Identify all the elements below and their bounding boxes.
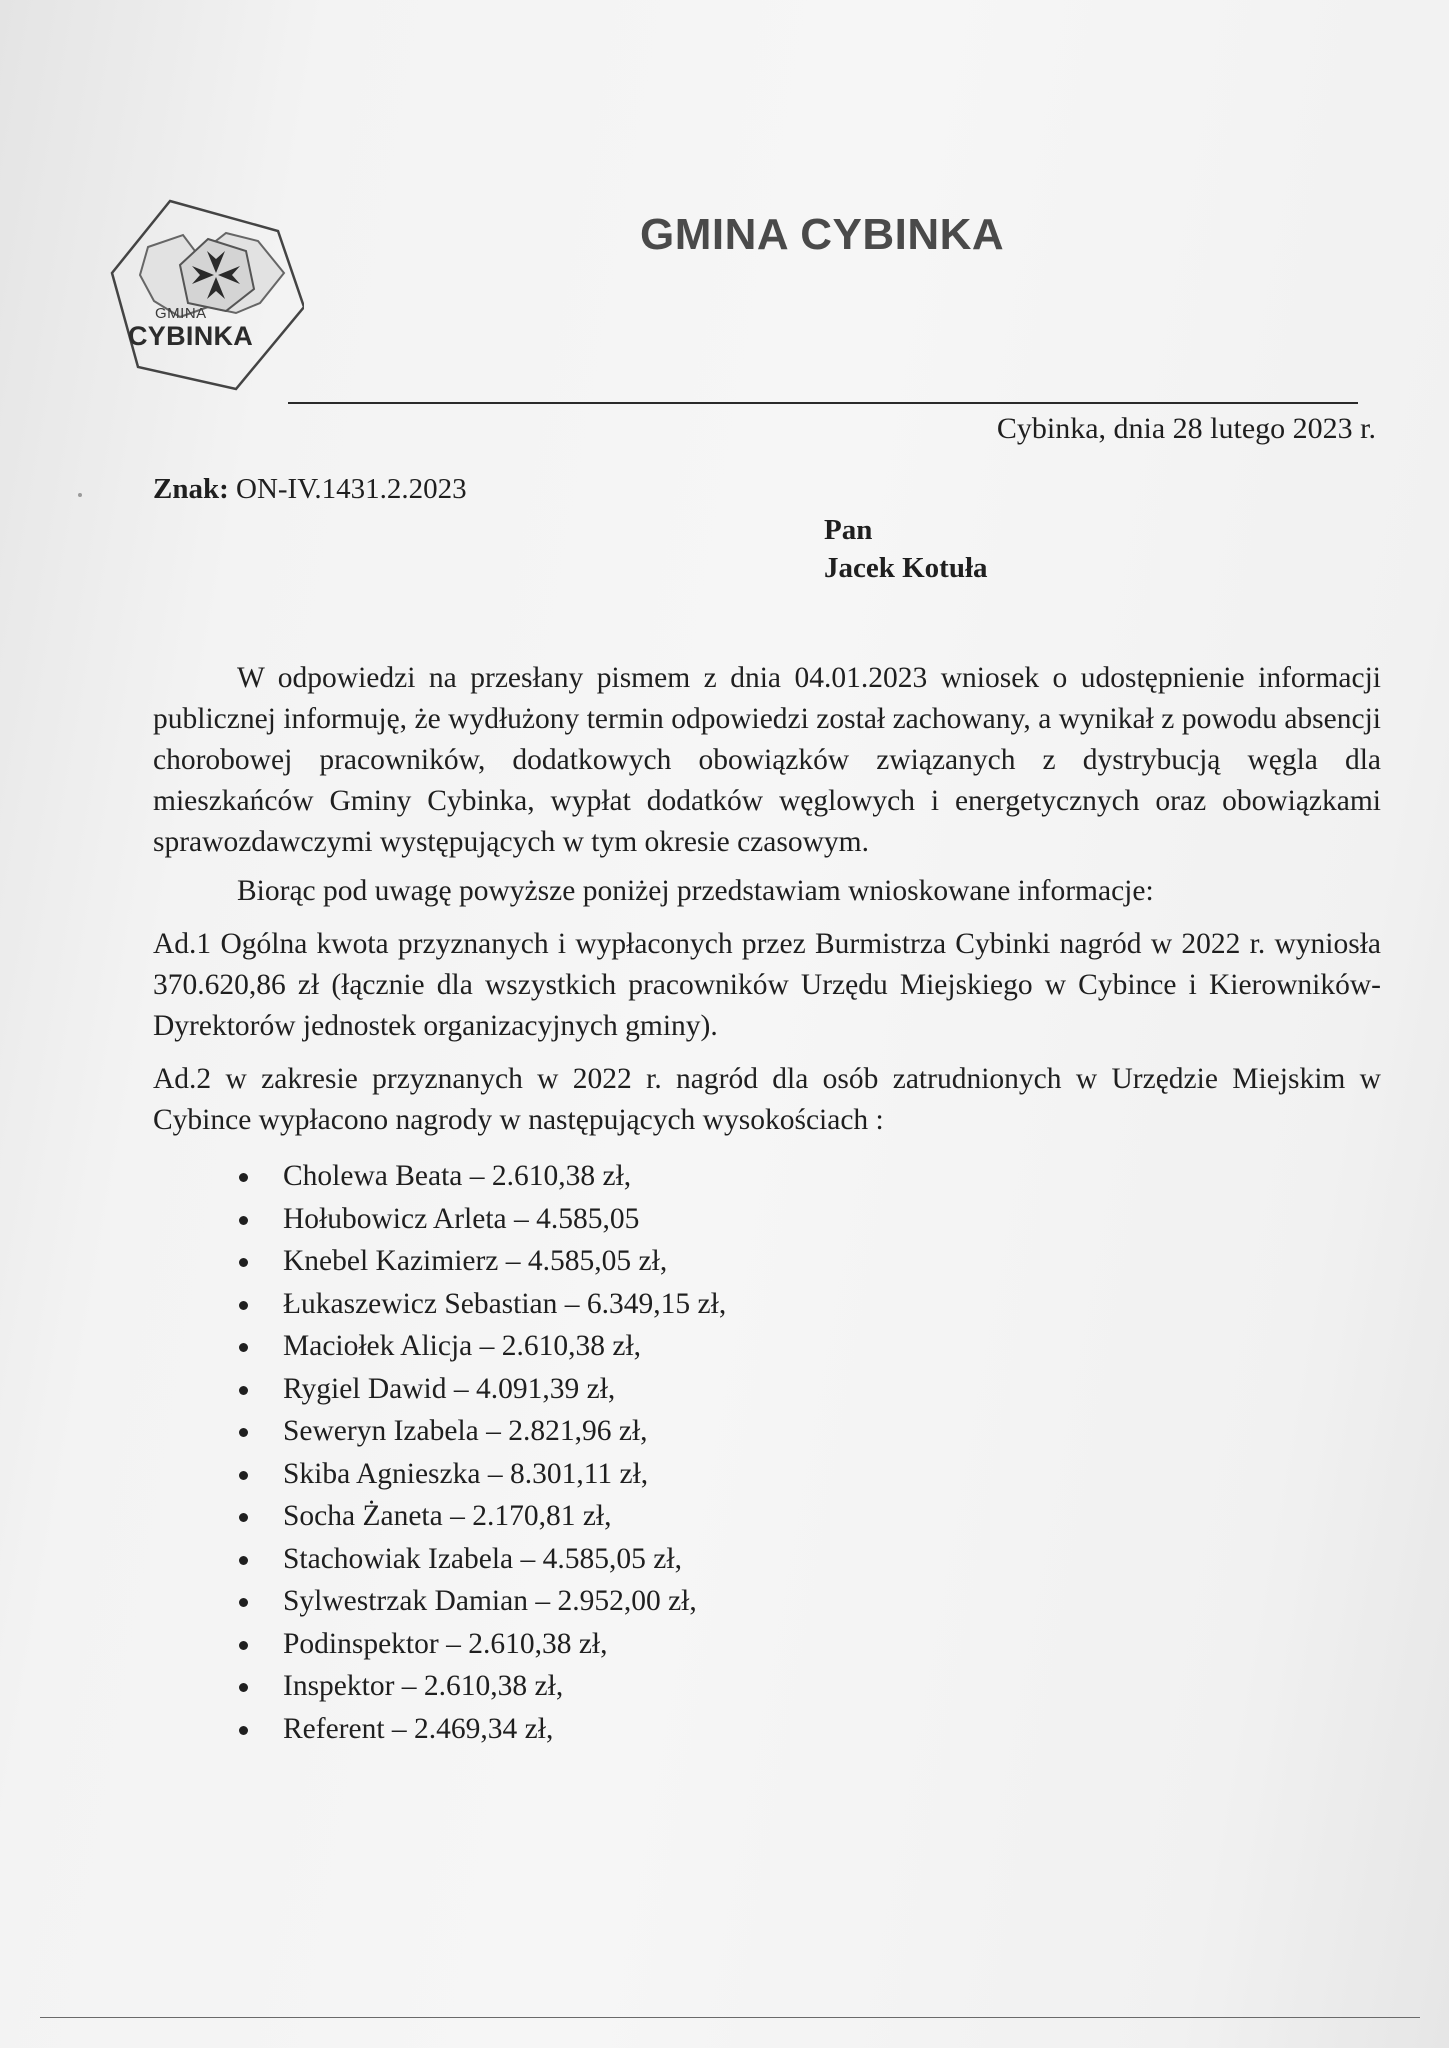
list-item: Seweryn Izabela – 2.821,96 zł, — [153, 1410, 1381, 1453]
bullet-icon — [239, 1258, 248, 1267]
logo-label-big: CYBINKA — [128, 321, 254, 351]
reference-number — [153, 473, 467, 506]
awards-list — [153, 1155, 1381, 1750]
list-item: Stachowiak Izabela – 4.585,05 zł, — [153, 1538, 1381, 1581]
list-item: Hołubowicz Arleta – 4.585,05 — [153, 1198, 1381, 1241]
bullet-icon — [239, 1471, 248, 1480]
list-item: Maciołek Alicja – 2.610,38 zł, — [153, 1325, 1381, 1368]
logo-label-small: GMINA — [155, 305, 207, 322]
list-item: Łukaszewicz Sebastian – 6.349,15 zł, — [153, 1283, 1381, 1326]
bullet-icon — [239, 1641, 248, 1650]
letterhead-divider — [288, 402, 1358, 404]
letter-body — [153, 658, 1381, 1750]
addressee-block — [824, 511, 988, 587]
footer-divider — [40, 2017, 1420, 2018]
reference-label: Znak: — [153, 473, 229, 505]
list-item: Podinspektor – 2.610,38 zł, — [153, 1623, 1381, 1666]
list-item: Knebel Kazimierz – 4.585,05 zł, — [153, 1240, 1381, 1283]
bullet-icon — [239, 1343, 248, 1352]
paragraph-intro: Biorąc pod uwagę powyższe poniżej przedstawiam wnioskowane informacje: — [237, 875, 1154, 907]
gmina-cybinka-logo — [108, 195, 304, 395]
bullet-icon — [239, 1216, 248, 1225]
bullet-icon — [239, 1301, 248, 1310]
letterhead-title: GMINA CYBINKA — [640, 210, 1005, 259]
reference-value: ON-IV.1431.2.2023 — [236, 473, 467, 505]
maltese-cross-hexagon-icon — [108, 195, 304, 395]
addressee-salutation: Pan — [824, 514, 873, 546]
list-item: Rygiel Dawid – 4.091,39 zł, — [153, 1368, 1381, 1411]
list-item: Inspektor – 2.610,38 zł, — [153, 1665, 1381, 1708]
paragraph-response: W odpowiedzi na przesłany pismem z dnia 04.01.2023 wniosek o udostępnienie informacji publicznej informuję, że wydłużony termin odpowiedzi został zachowany, a wynikał z powodu absencji chorobowej pracowników, dodatkowych obowiązków związanych z dystrybucją węgla dla mieszkańców Gminy Cybinka, wypłat dodatków węglowych i energetycznych oraz obowiązkami sprawozdawczymi występujących w tym okresie czasowym. — [153, 662, 1381, 858]
paragraph-ad1: Ad.1 Ogólna kwota przyznanych i wypłaconych przez Burmistrza Cybinki nagród w 2022 r. wyniosła 370.620,86 zł (łącznie dla wszystkich pracowników Urzędu Miejskiego w Cybince i Kierowników-Dyrektorów jednostek organizacyjnych gminy). — [153, 928, 1381, 1042]
bullet-icon — [239, 1556, 248, 1565]
paper-speck — [78, 493, 82, 497]
addressee-name: Jacek Kotuła — [824, 552, 988, 584]
bullet-icon — [239, 1683, 248, 1692]
list-item: Cholewa Beata – 2.610,38 zł, — [153, 1155, 1381, 1198]
bullet-icon — [239, 1173, 248, 1182]
list-item: Socha Żaneta – 2.170,81 zł, — [153, 1495, 1381, 1538]
bullet-icon — [239, 1598, 248, 1607]
list-item: Referent – 2.469,34 zł, — [153, 1708, 1381, 1751]
date-line: Cybinka, dnia 28 lutego 2023 r. — [996, 412, 1376, 445]
list-item: Skiba Agnieszka – 8.301,11 zł, — [153, 1453, 1381, 1496]
paragraph-ad2: Ad.2 w zakresie przyznanych w 2022 r. nagród dla osób zatrudnionych w Urzędzie Miejskim w Cybince wypłacono nagrody w następujących wysokościach : — [153, 1063, 1381, 1136]
bullet-icon — [239, 1428, 248, 1437]
list-item: Sylwestrzak Damian – 2.952,00 zł, — [153, 1580, 1381, 1623]
bullet-icon — [239, 1386, 248, 1395]
bullet-icon — [239, 1513, 248, 1522]
bullet-icon — [239, 1726, 248, 1735]
